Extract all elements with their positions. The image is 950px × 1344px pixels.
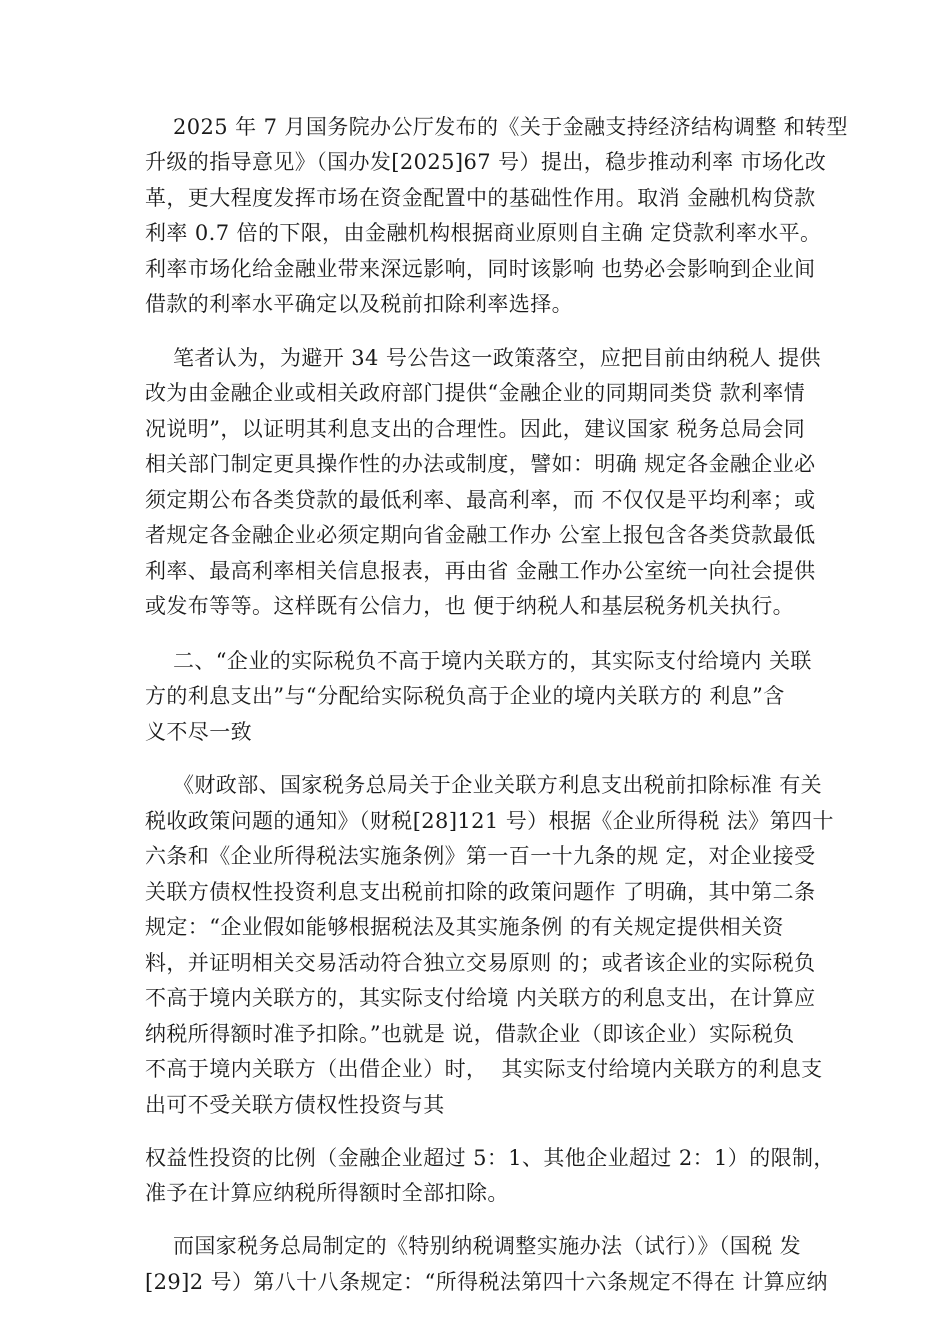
text-line: 义不尽一致 [145, 720, 252, 744]
text-line: 权益性投资的比例（金融企业超过 5：1、其他企业超过 2：1）的限制， [145, 1146, 835, 1170]
text-line: 不高于境内关联方的，其实际支付给境 内关联方的利息支出，在计算应 [145, 986, 816, 1010]
text-line: 关联方债权性投资利息支出税前扣除的政策问题作 了明确，其中第二条 [145, 880, 816, 904]
text-line: 2025 年 7 月国务院办公厅发布的《关于金融支持经济结构调整 和转型 [173, 115, 848, 139]
text-line: 规定：“企业假如能够根据税法及其实施条例 的有关规定提供相关资 [145, 915, 784, 939]
text-line: 革，更大程度发挥市场在资金配置中的基础性作用。取消 金融机构贷款 [145, 186, 816, 210]
text-line: 须定期公布各类贷款的最低利率、最高利率，而 不仅仅是平均利率；或 [145, 488, 816, 512]
text-line: 而国家税务总局制定的《特别纳税调整实施办法（试行）》（国税 发 [173, 1234, 802, 1258]
text-line: 相关部门制定更具操作性的办法或制度，譬如：明确 规定各金融企业必 [145, 452, 816, 476]
text-line: 税收政策问题的通知》（财税[28]121 号）根据《企业所得税 法》第四十 [145, 809, 834, 833]
text-line: 笔者认为，为避开 34 号公告这一政策落空，应把目前由纳税人 提供 [173, 346, 821, 370]
text-line: 准予在计算应纳税所得额时全部扣除。 [145, 1181, 509, 1205]
text-line: 升级的指导意见》（国办发[2025]67 号）提出，稳步推动利率 市场化改 [145, 150, 827, 174]
text-line: 利率、最高利率相关信息报表，再由省 金融工作办公室统一向社会提供 [145, 559, 816, 583]
text-line: 料，并证明相关交易活动符合独立交易原则 的；或者该企业的实际税负 [145, 951, 816, 975]
text-line: 利率市场化给金融业带来深远影响，同时该影响 也势必会影响到企业间 [145, 257, 816, 281]
text-line: [29]2 号）第八十八条规定：“所得税法第四十六条规定不得在 计算应纳 [145, 1270, 828, 1294]
text-line: 改为由金融企业或相关政府部门提供“金融企业的同期同类贷 款利率情 [145, 381, 806, 405]
text-line: 况说明”，以证明其利息支出的合理性。因此，建议国家 税务总局会同 [145, 417, 806, 441]
text-line: 方的利息支出”与“分配给实际税负高于企业的境内关联方的 利息”含 [145, 684, 785, 708]
text-line: 出可不受关联方债权性投资与其 [145, 1093, 445, 1117]
text-line: 或发布等等。这样既有公信力，也 便于纳税人和基层税务机关执行。 [145, 594, 795, 618]
text-line: 借款的利率水平确定以及税前扣除利率选择。 [145, 292, 573, 316]
text-line: 《财政部、国家税务总局关于企业关联方利息支出税前扣除标准 有关 [173, 773, 823, 797]
text-line: 六条和《企业所得税法实施条例》第一百一十九条的规 定，对企业接受 [145, 844, 816, 868]
text-line: 者规定各金融企业必须定期向省金融工作办 公室上报包含各类贷款最低 [145, 523, 816, 547]
text-line: 二、“企业的实际税负不高于境内关联方的，其实际支付给境内 关联 [173, 649, 812, 673]
text-line: 不高于境内关联方（出借企业）时， 其实际支付给境内关联方的利息支 [145, 1057, 823, 1081]
text-line: 纳税所得额时准予扣除。”也就是 说，借款企业（即该企业）实际税负 [145, 1022, 795, 1046]
text-line: 利率 0.7 倍的下限，由金融机构根据商业原则自主确 定贷款利率水平。 [145, 221, 822, 245]
